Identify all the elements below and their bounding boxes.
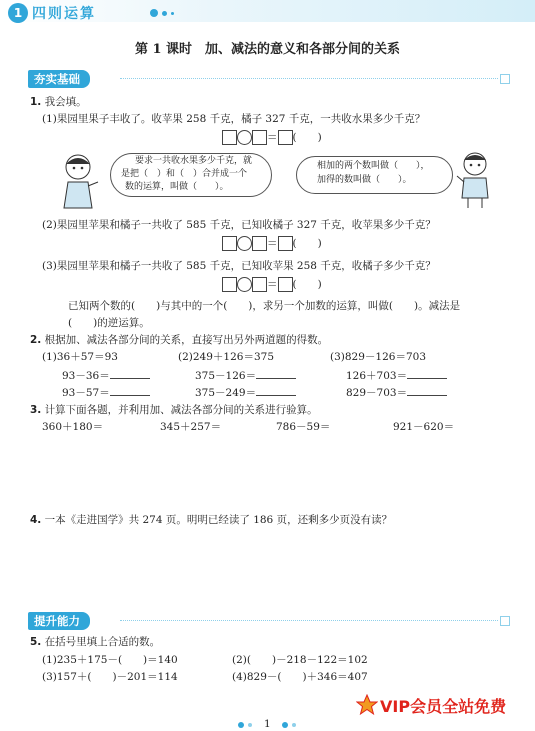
footer-dot-left-small bbox=[248, 723, 252, 727]
section-title: 夯实基础 bbox=[28, 70, 90, 88]
lesson-title: 第 1 课时 加、减法的意义和各部分间的关系 bbox=[134, 42, 401, 57]
unit-title: 四则运算 bbox=[32, 6, 96, 22]
question-2: 2. 根据加、减法各部分间的关系，直接写出另外两道题的得数。 bbox=[30, 334, 329, 346]
speech-bubble-right: 相加的两个数叫做（ ）， 加得的数叫做（ ）。 bbox=[296, 156, 453, 194]
q2-col2-b: 375－249＝ bbox=[195, 385, 296, 400]
q3-item-1: 360＋180＝ bbox=[42, 421, 104, 433]
question-5: 5. 在括号里填上合适的数。 bbox=[30, 636, 161, 648]
q3-item-2: 345＋257＝ bbox=[160, 421, 222, 433]
q3-item-4: 921－620＝ bbox=[393, 421, 455, 433]
section-title: 提升能力 bbox=[28, 612, 90, 630]
girl-illustration bbox=[56, 152, 100, 212]
q5-item-3: (3)157＋( )－201＝114 bbox=[42, 671, 178, 683]
q2-col3-a: 126＋703＝ bbox=[346, 368, 447, 383]
q2-col3-b: 829－703＝ bbox=[346, 385, 447, 400]
speech-bubble-left: 要求一共收水果多少千克，就 是把（ ）和（ ）合并成一个 数的运算，叫做（ ）。 bbox=[110, 153, 272, 197]
q1-part3-text: (3)果园里苹果和橘子一共收了 585 千克，已知收苹果 258 千克，收橘子多少千克？ bbox=[42, 260, 436, 272]
section-banner-improve bbox=[28, 612, 513, 630]
star-icon bbox=[356, 694, 378, 716]
q1-part2-text: (2)果园里苹果和橘子一共收了 585 千克，已知收橘子 327 千克，收苹果多少千克？ bbox=[42, 219, 436, 231]
q2-col1-b: 93－57＝ bbox=[62, 385, 150, 400]
q2-col2-a: 375－126＝ bbox=[195, 368, 296, 383]
question-4: 4. 一本《走进国学》共 274 页。明明已经读了 186 页，还剩多少页没有读？ bbox=[30, 514, 393, 526]
q2-col2-given: (2)249＋126＝375 bbox=[178, 351, 274, 363]
q2-col3-given: (3)829－126＝703 bbox=[330, 351, 426, 363]
q1-summary-line1: 已知两个数的( )与其中的一个( )，求另一个加数的运算，叫做( )。减法是 bbox=[68, 300, 461, 312]
boy-illustration bbox=[455, 150, 495, 210]
page-number: 1 bbox=[264, 718, 271, 730]
q1-part1-text: (1)果园里果子丰收了。收苹果 258 千克，橘子 327 千克，一共收水果多少千克？ bbox=[42, 113, 426, 125]
q2-col1-given: (1)36＋57＝93 bbox=[42, 351, 118, 363]
equation-template-1: ＝ ( ) bbox=[222, 130, 322, 145]
footer-dot-right-small bbox=[292, 723, 296, 727]
q3-item-3: 786－59＝ bbox=[276, 421, 331, 433]
unit-number-badge: 1 bbox=[8, 3, 28, 23]
q5-item-2: (2)( )－218－122＝102 bbox=[232, 654, 368, 666]
q1-summary-line2: ( )的逆运算。 bbox=[68, 317, 150, 329]
q5-item-4: (4)829－( )＋346＝407 bbox=[232, 671, 368, 683]
section-banner-basics bbox=[28, 70, 513, 88]
footer-dot-left bbox=[238, 722, 244, 728]
equation-template-3: ＝ ( ) bbox=[222, 277, 322, 292]
q2-col1-a: 93－36＝ bbox=[62, 368, 150, 383]
equation-template-2: ＝ ( ) bbox=[222, 236, 322, 251]
footer-dot-right bbox=[282, 722, 288, 728]
vip-watermark: VIP会员全站免费 bbox=[380, 697, 507, 716]
question-3: 3. 计算下面各题，并利用加、减法各部分间的关系进行验算。 bbox=[30, 404, 318, 416]
question-1: 1. 我会填。 bbox=[30, 96, 87, 108]
q5-item-1: (1)235＋175－( )＝140 bbox=[42, 654, 178, 666]
